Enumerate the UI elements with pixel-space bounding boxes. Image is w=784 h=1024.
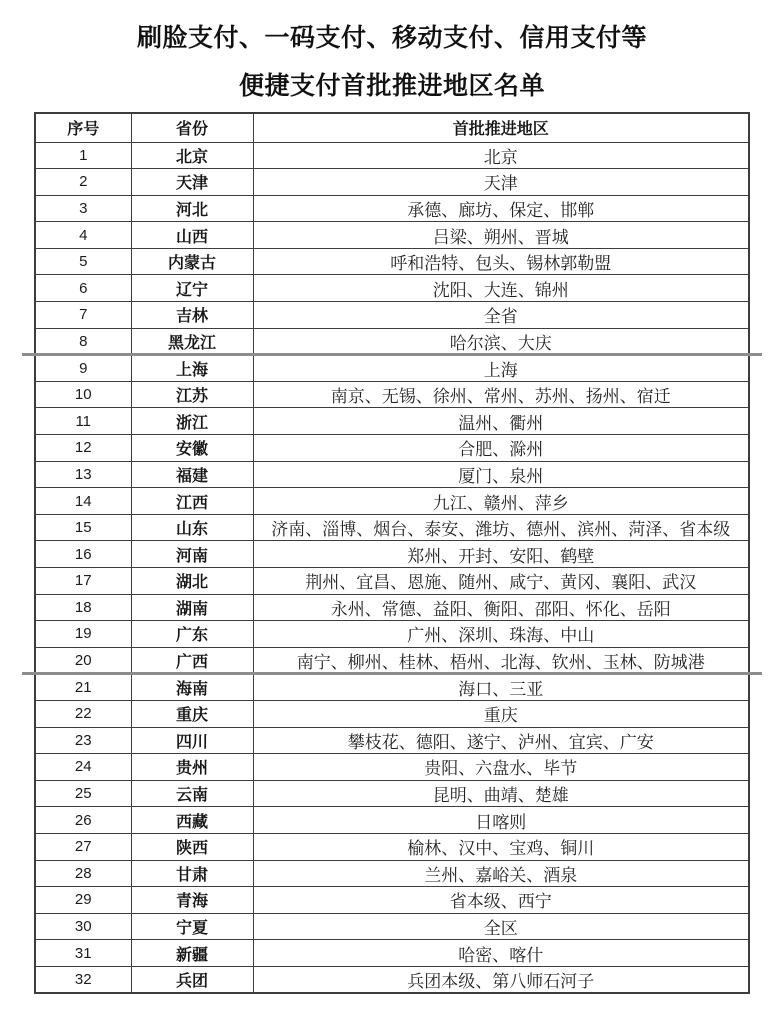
row-number: 7 xyxy=(35,302,131,329)
header-row xyxy=(35,113,749,142)
row-number: 13 xyxy=(35,461,131,488)
table-row xyxy=(35,541,749,568)
regions-cell: 南京、无锡、徐州、常州、苏州、扬州、宿迁 xyxy=(253,381,749,408)
regions-cell: 南宁、柳州、桂林、梧州、北海、钦州、玉林、防城港 xyxy=(253,647,749,674)
regions-cell: 济南、淄博、烟台、泰安、潍坊、德州、滨州、菏泽、省本级 xyxy=(253,514,749,541)
table-row xyxy=(35,887,749,914)
table-row xyxy=(35,647,749,674)
province-cell: 宁夏 xyxy=(131,913,253,940)
province-cell: 天津 xyxy=(131,169,253,196)
province-cell: 上海 xyxy=(131,355,253,382)
row-number: 21 xyxy=(35,674,131,701)
row-number: 24 xyxy=(35,754,131,781)
regions-cell: 呼和浩特、包头、锡林郭勒盟 xyxy=(253,248,749,275)
table-row xyxy=(35,328,749,355)
province-cell: 西藏 xyxy=(131,807,253,834)
row-number: 30 xyxy=(35,913,131,940)
row-number: 9 xyxy=(35,355,131,382)
row-number: 16 xyxy=(35,541,131,568)
table-row xyxy=(35,461,749,488)
table-row xyxy=(35,248,749,275)
regions-cell: 贵阳、六盘水、毕节 xyxy=(253,754,749,781)
table-row xyxy=(35,435,749,462)
province-cell: 甘肃 xyxy=(131,860,253,887)
page-break-line-2 xyxy=(22,672,762,675)
province-cell: 山西 xyxy=(131,222,253,249)
province-cell: 浙江 xyxy=(131,408,253,435)
table-row xyxy=(35,355,749,382)
province-cell: 湖北 xyxy=(131,568,253,595)
table-row xyxy=(35,780,749,807)
regions-cell: 厦门、泉州 xyxy=(253,461,749,488)
regions-cell: 重庆 xyxy=(253,700,749,727)
document-title-line2: 便捷支付首批推进地区名单 xyxy=(238,73,545,100)
col-header-province: 省份 xyxy=(131,113,253,142)
table-row xyxy=(35,275,749,302)
row-number: 14 xyxy=(35,488,131,515)
regions-cell: 沈阳、大连、锦州 xyxy=(253,275,749,302)
col-header-regions: 首批推进地区 xyxy=(253,113,749,142)
regions-cell: 荆州、宜昌、恩施、随州、咸宁、黄冈、襄阳、武汉 xyxy=(253,568,749,595)
province-cell: 云南 xyxy=(131,780,253,807)
row-number: 4 xyxy=(35,222,131,249)
row-number: 18 xyxy=(35,594,131,621)
table-row xyxy=(35,860,749,887)
row-number: 32 xyxy=(35,966,131,993)
row-number: 31 xyxy=(35,940,131,967)
row-number: 27 xyxy=(35,833,131,860)
regions-cell: 兵团本级、第八师石河子 xyxy=(253,966,749,993)
regions-cell: 永州、常德、益阳、衡阳、邵阳、怀化、岳阳 xyxy=(253,594,749,621)
regions-cell: 省本级、西宁 xyxy=(253,887,749,914)
table-row xyxy=(35,169,749,196)
province-cell: 新疆 xyxy=(131,940,253,967)
regions-cell: 昆明、曲靖、楚雄 xyxy=(253,780,749,807)
page-break-line-1 xyxy=(22,353,762,356)
table-row xyxy=(35,408,749,435)
province-cell: 重庆 xyxy=(131,700,253,727)
table-row xyxy=(35,142,749,169)
province-cell: 兵团 xyxy=(131,966,253,993)
regions-cell: 温州、衢州 xyxy=(253,408,749,435)
regions-cell: 吕梁、朔州、晋城 xyxy=(253,222,749,249)
province-cell: 北京 xyxy=(131,142,253,169)
row-number: 22 xyxy=(35,700,131,727)
table-row xyxy=(35,488,749,515)
regions-cell: 兰州、嘉峪关、酒泉 xyxy=(253,860,749,887)
regions-cell: 哈尔滨、大庆 xyxy=(253,328,749,355)
regions-cell: 承德、廊坊、保定、邯郸 xyxy=(253,195,749,222)
table-row xyxy=(35,222,749,249)
regions-cell: 日喀则 xyxy=(253,807,749,834)
table-row xyxy=(35,381,749,408)
province-cell: 河北 xyxy=(131,195,253,222)
row-number: 8 xyxy=(35,328,131,355)
table-row xyxy=(35,302,749,329)
table-row xyxy=(35,594,749,621)
row-number: 17 xyxy=(35,568,131,595)
province-cell: 广东 xyxy=(131,621,253,648)
table-row xyxy=(35,195,749,222)
row-number: 3 xyxy=(35,195,131,222)
regions-cell: 攀枝花、德阳、遂宁、泸州、宜宾、广安 xyxy=(253,727,749,754)
province-cell: 海南 xyxy=(131,674,253,701)
row-number: 11 xyxy=(35,408,131,435)
table-row xyxy=(35,727,749,754)
regions-cell: 榆林、汉中、宝鸡、铜川 xyxy=(253,833,749,860)
province-cell: 江西 xyxy=(131,488,253,515)
document-title-line1: 刷脸支付、一码支付、移动支付、信用支付等 xyxy=(136,25,647,52)
province-cell: 贵州 xyxy=(131,754,253,781)
table-row xyxy=(35,700,749,727)
province-cell: 内蒙古 xyxy=(131,248,253,275)
row-number: 6 xyxy=(35,275,131,302)
regions-cell: 海口、三亚 xyxy=(253,674,749,701)
regions-cell: 全区 xyxy=(253,913,749,940)
table-row xyxy=(35,913,749,940)
row-number: 20 xyxy=(35,647,131,674)
table-row xyxy=(35,833,749,860)
table-header xyxy=(35,113,749,142)
regions-cell: 郑州、开封、安阳、鹤壁 xyxy=(253,541,749,568)
row-number: 19 xyxy=(35,621,131,648)
province-cell: 河南 xyxy=(131,541,253,568)
table-row xyxy=(35,940,749,967)
row-number: 2 xyxy=(35,169,131,196)
regions-cell: 北京 xyxy=(253,142,749,169)
province-cell: 山东 xyxy=(131,514,253,541)
regions-cell: 广州、深圳、珠海、中山 xyxy=(253,621,749,648)
row-number: 12 xyxy=(35,435,131,462)
table-body xyxy=(35,142,749,993)
province-cell: 青海 xyxy=(131,887,253,914)
province-cell: 湖南 xyxy=(131,594,253,621)
province-cell: 陕西 xyxy=(131,833,253,860)
regions-cell: 合肥、滁州 xyxy=(253,435,749,462)
table-row xyxy=(35,807,749,834)
row-number: 25 xyxy=(35,780,131,807)
province-cell: 福建 xyxy=(131,461,253,488)
table-row xyxy=(35,674,749,701)
table-row xyxy=(35,621,749,648)
row-number: 28 xyxy=(35,860,131,887)
table-row xyxy=(35,568,749,595)
province-cell: 安徽 xyxy=(131,435,253,462)
regions-cell: 哈密、喀什 xyxy=(253,940,749,967)
table-row xyxy=(35,754,749,781)
row-number: 26 xyxy=(35,807,131,834)
row-number: 5 xyxy=(35,248,131,275)
table-row xyxy=(35,514,749,541)
regions-cell: 天津 xyxy=(253,169,749,196)
col-header-no: 序号 xyxy=(35,113,131,142)
row-number: 1 xyxy=(35,142,131,169)
regions-cell: 全省 xyxy=(253,302,749,329)
row-number: 10 xyxy=(35,381,131,408)
row-number: 15 xyxy=(35,514,131,541)
regions-table xyxy=(34,112,750,994)
table-row xyxy=(35,966,749,993)
row-number: 23 xyxy=(35,727,131,754)
regions-cell: 上海 xyxy=(253,355,749,382)
regions-cell: 九江、赣州、萍乡 xyxy=(253,488,749,515)
province-cell: 辽宁 xyxy=(131,275,253,302)
province-cell: 四川 xyxy=(131,727,253,754)
province-cell: 江苏 xyxy=(131,381,253,408)
province-cell: 吉林 xyxy=(131,302,253,329)
province-cell: 黑龙江 xyxy=(131,328,253,355)
row-number: 29 xyxy=(35,887,131,914)
province-cell: 广西 xyxy=(131,647,253,674)
